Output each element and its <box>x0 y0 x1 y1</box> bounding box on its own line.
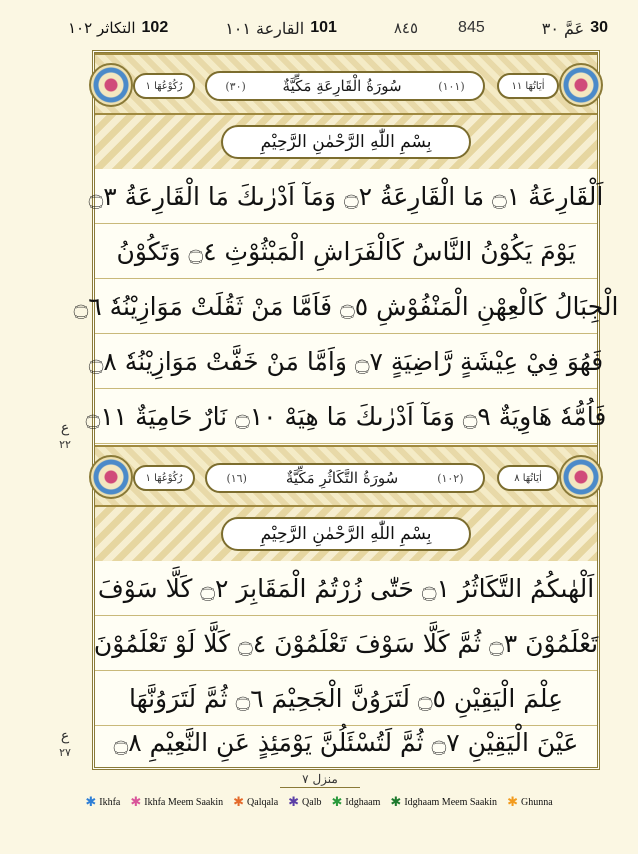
surah-title-bar <box>205 463 485 493</box>
rosette-ornament <box>559 455 603 499</box>
surah-title: سُورَةُ التَّكَاثُرِ مَكِّيَّةٌ <box>285 469 399 487</box>
legend-item-ikhfa: ✱ Ikhfa <box>85 794 121 809</box>
surah-header-takathur <box>95 445 597 507</box>
legend-item-qalqala: ✱ Qalqala <box>233 794 279 809</box>
surah-title-bar <box>205 71 485 101</box>
header-juz-group <box>542 19 608 38</box>
verse-line: يَوْمَ يَكُوْنُ النَّاسُ كَالْفَرَاشِ الْمَبْثُوْثِ ۝٤ وَتَكُوْنُ <box>95 224 597 279</box>
verse-line: تَعْلَمُوْنَ ۝٣ ثُمَّ كَلَّا سَوْفَ تَعْلَمُوْنَ ۝٤ كَلَّا لَوْ تَعْلَمُوْنَ <box>95 616 597 671</box>
ayat-count-label: اٰيَاتُهَا ١١ <box>497 73 559 99</box>
juz-name: عَمَّ ٣٠ <box>541 18 585 38</box>
legend-item-qalb: ✱ Qalb <box>288 794 322 809</box>
page-number: 845 <box>458 19 485 36</box>
surah2-number: 102 <box>141 19 169 36</box>
rosette-ornament <box>89 455 133 499</box>
header-surah1-group <box>225 19 337 38</box>
verse-line: عِلْمَ الْيَقِيْنِ ۝٥ لَتَرَوُنَّ الْجَحِيْمَ ۝٦ ثُمَّ لَتَرَوُنَّهَا <box>95 671 597 726</box>
bismillah-band <box>95 507 597 561</box>
page-number-ar: ٨٤٥ <box>393 19 419 37</box>
legend-item-ghunna: ✱ Ghunna <box>507 794 553 809</box>
surah-number: (١٠١) <box>438 79 465 93</box>
bismillah: بِسْمِ اللّٰهِ الرَّحْمٰنِ الرَّحِيْمِ <box>221 517 471 551</box>
side-marker-ruku-2: ع ٢٧ <box>59 728 71 759</box>
legend-item-ikhfa-meem-saakin: ✱ Ikhfa Meem Saakin <box>130 794 224 809</box>
manzil-marker: منزل ٧ <box>280 772 360 788</box>
verse-line: اَلْهٰىكُمُ التَّكَاثُرُ ۝١ حَتّٰى زُرْتُمُ الْمَقَابِرَ ۝٢ كَلَّا سَوْفَ <box>95 561 597 616</box>
verse-line: فَاُمُّهٗ هَاوِيَةٌ ۝٩ وَمَآ اَدْرٰىكَ مَا هِيَهْ ۝١٠ نَارٌ حَامِيَةٌ ۝١١ <box>95 389 597 444</box>
verse-line: الْجِبَالُ كَالْعِهْنِ الْمَنْفُوْشِ ۝٥ فَاَمَّا مَنْ ثَقُلَتْ مَوَازِيْنُهٗ ۝٦ <box>95 279 597 334</box>
bismillah-band <box>95 115 597 169</box>
ayat-count-label: اٰيَاتُهَا ٨ <box>497 465 559 491</box>
rosette-ornament <box>89 63 133 107</box>
legend-item-idghaam: ✱ Idghaam <box>331 794 381 809</box>
verse-line: اَلْقَارِعَةُ ۝١ مَا الْقَارِعَةُ ۝٢ وَمَآ اَدْرٰىكَ مَا الْقَارِعَةُ ۝٣ <box>95 169 597 224</box>
surah1-name-ar: القارعة ١٠١ <box>225 18 305 38</box>
surah-header-qariah <box>95 53 597 115</box>
star-icon: ✱ <box>288 794 300 809</box>
verse-line: عَيْنَ الْيَقِيْنِ ۝٧ ثُمَّ لَتُسْئَلُنَّ يَوْمَئِذٍ عَنِ النَّعِيْمِ ۝٨ <box>113 728 579 757</box>
header-left-group <box>68 19 168 37</box>
surah-number: (١٠٢) <box>437 471 464 485</box>
ruku-count-label: رُكُوْعُهَا ١ <box>133 465 195 491</box>
star-icon: ✱ <box>85 794 97 809</box>
legend-item-idghaam-meem-saakin: ✱ Idghaam Meem Saakin <box>390 794 498 809</box>
surah-ruku-serial: (٣٠) <box>225 79 246 93</box>
rosette-ornament <box>559 63 603 107</box>
page-header <box>0 8 638 48</box>
star-icon: ✱ <box>233 794 245 809</box>
surah2-name-ar: التكاثر ١٠٢ <box>68 19 136 37</box>
star-icon: ✱ <box>390 794 402 809</box>
star-icon: ✱ <box>507 794 518 809</box>
bismillah: بِسْمِ اللّٰهِ الرَّحْمٰنِ الرَّحِيْمِ <box>221 125 471 159</box>
side-marker-ruku-1: ع ٢٢ <box>59 420 71 451</box>
tajweed-legend <box>0 792 638 812</box>
star-icon: ✱ <box>130 794 142 809</box>
juz-number: 30 <box>590 19 608 36</box>
star-icon: ✱ <box>331 794 343 809</box>
header-page-group <box>394 19 485 37</box>
quran-page-frame <box>73 50 619 770</box>
surah-title: سُورَةُ الْقَارِعَةِ مَكِّيَّةٌ <box>282 77 402 95</box>
verse-line: فَهُوَ فِيْ عِيْشَةٍ رَّاضِيَةٍ ۝٧ وَاَمَّا مَنْ خَفَّتْ مَوَازِيْنُهٗ ۝٨ <box>95 334 597 389</box>
surah1-number: 101 <box>310 19 337 36</box>
surah-ruku-serial: (١٦) <box>226 471 247 485</box>
ruku-count-label: رُكُوْعُهَا ١ <box>133 73 195 99</box>
